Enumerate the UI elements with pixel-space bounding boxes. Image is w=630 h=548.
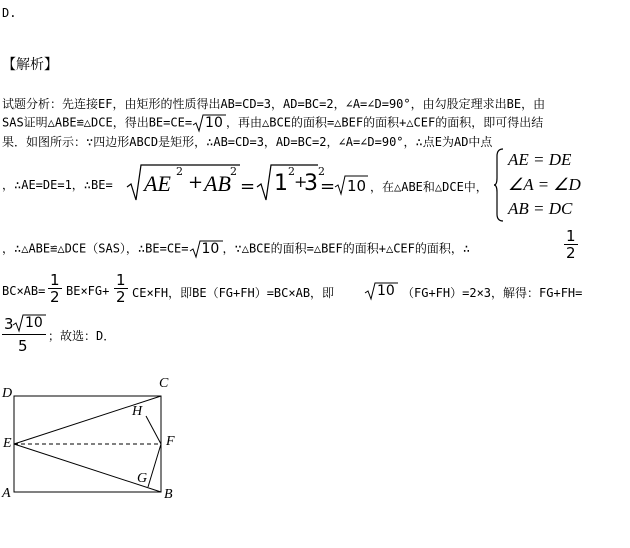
sup-2-c: 2: [288, 165, 295, 178]
analysis-line-7: ；故选：D．: [48, 329, 116, 343]
term-3: 3: [304, 171, 318, 196]
fraction-half-1-num: 1: [566, 227, 576, 245]
analysis-line-2a: SAS证明△ABE≌△DCE，得出BE=CE=: [2, 115, 193, 130]
term-1: 1: [274, 171, 288, 196]
label-e: E: [3, 436, 12, 451]
segment-fh: [146, 416, 161, 444]
fraction-half-3-num: 1: [116, 271, 126, 289]
sqrt-1-3: 1 2 + 3 2: [256, 163, 318, 201]
result-radicand: 10: [25, 315, 43, 331]
label-d: D: [2, 386, 13, 401]
result-den: 5: [18, 337, 28, 355]
analysis-line-2: [2, 113, 543, 133]
sqrt-10-c: [189, 239, 223, 259]
fraction-half-1: [564, 228, 578, 261]
analysis-line-1: 试题分析：先连接EF，由矩形的性质得出AB=CD=3，AD=BC=2，∠A=∠D=90°，由勾股定理求出BE，由: [2, 97, 546, 111]
system-eq-3: AB = DC: [508, 199, 573, 218]
label-c: C: [159, 376, 169, 391]
sup-2-a: 2: [176, 165, 183, 178]
system-brace: [494, 148, 504, 222]
system-eq-1: AE = DE: [508, 150, 572, 169]
analysis-line-5c: ，∵△BCE的面积=△BEF的面积+△CEF的面积，∴: [222, 241, 471, 256]
sqrt-10-d: [364, 281, 398, 301]
label-h: H: [132, 404, 143, 419]
sqrt-10-b: [334, 174, 368, 196]
analysis-line-4: [2, 176, 113, 193]
sqrt-10-value: 10: [205, 115, 223, 131]
section-title: 【解析】: [2, 57, 58, 73]
analysis-line-4a: ，∴AE=DE=1，∴BE=: [2, 178, 113, 192]
result-fraction: [2, 313, 46, 357]
analysis-line-6e: （FG+FH）=2×3，解得：FG+FH=: [402, 286, 583, 300]
label-b: B: [164, 487, 173, 502]
fraction-half-2-num: 1: [50, 271, 60, 289]
analysis-line-4c: ，在△ABE和△DCE中，: [370, 180, 488, 194]
analysis-line-6c: CE×FH，即BE（FG+FH）=BC×AB，即: [132, 286, 335, 300]
sqrt-10-d-value: 10: [377, 283, 395, 299]
analysis-line-6a: BC×AB=: [2, 284, 46, 298]
fraction-half-3: [114, 272, 128, 305]
answer-text: D.: [2, 6, 17, 20]
sup-2-d: 2: [318, 165, 325, 178]
sqrt-ae2-ab2: AE 2 + AB 2: [126, 163, 240, 201]
fraction-half-1-den: 2: [566, 244, 576, 262]
segment-fg: [148, 444, 161, 487]
sup-2-b: 2: [230, 165, 237, 178]
term-ab: AB: [204, 171, 231, 196]
label-f: F: [166, 434, 175, 449]
system-eq-2: ∠A = ∠D: [508, 175, 581, 194]
result-coef: 3: [4, 315, 14, 333]
label-g: G: [137, 471, 148, 486]
label-a: A: [2, 486, 11, 501]
analysis-line-5: [2, 239, 470, 259]
fraction-half-2-den: 2: [50, 288, 60, 306]
sqrt-10-b-value: 10: [347, 177, 367, 195]
sqrt-10-c-value: 10: [201, 241, 220, 257]
analysis-line-5a: ，∴△ABE≌△DCE（SAS），∴BE=CE=: [2, 241, 189, 256]
fraction-half-2: [48, 272, 62, 305]
analysis-line-3: 果．如图所示：∵四边形ABCD是矩形，∴AB=CD=3，AD=BC=2，∠A=∠D=90°，∴点E为AD中点: [2, 135, 493, 149]
fraction-half-3-den: 2: [116, 288, 126, 306]
analysis-line-2c: ，再由△BCE的面积=△BEF的面积+△CEF的面积，即可得出结: [226, 115, 544, 130]
term-ae: AE: [144, 171, 171, 196]
analysis-line-6b: BE×FG+: [66, 284, 110, 298]
sqrt-10: [192, 113, 226, 133]
